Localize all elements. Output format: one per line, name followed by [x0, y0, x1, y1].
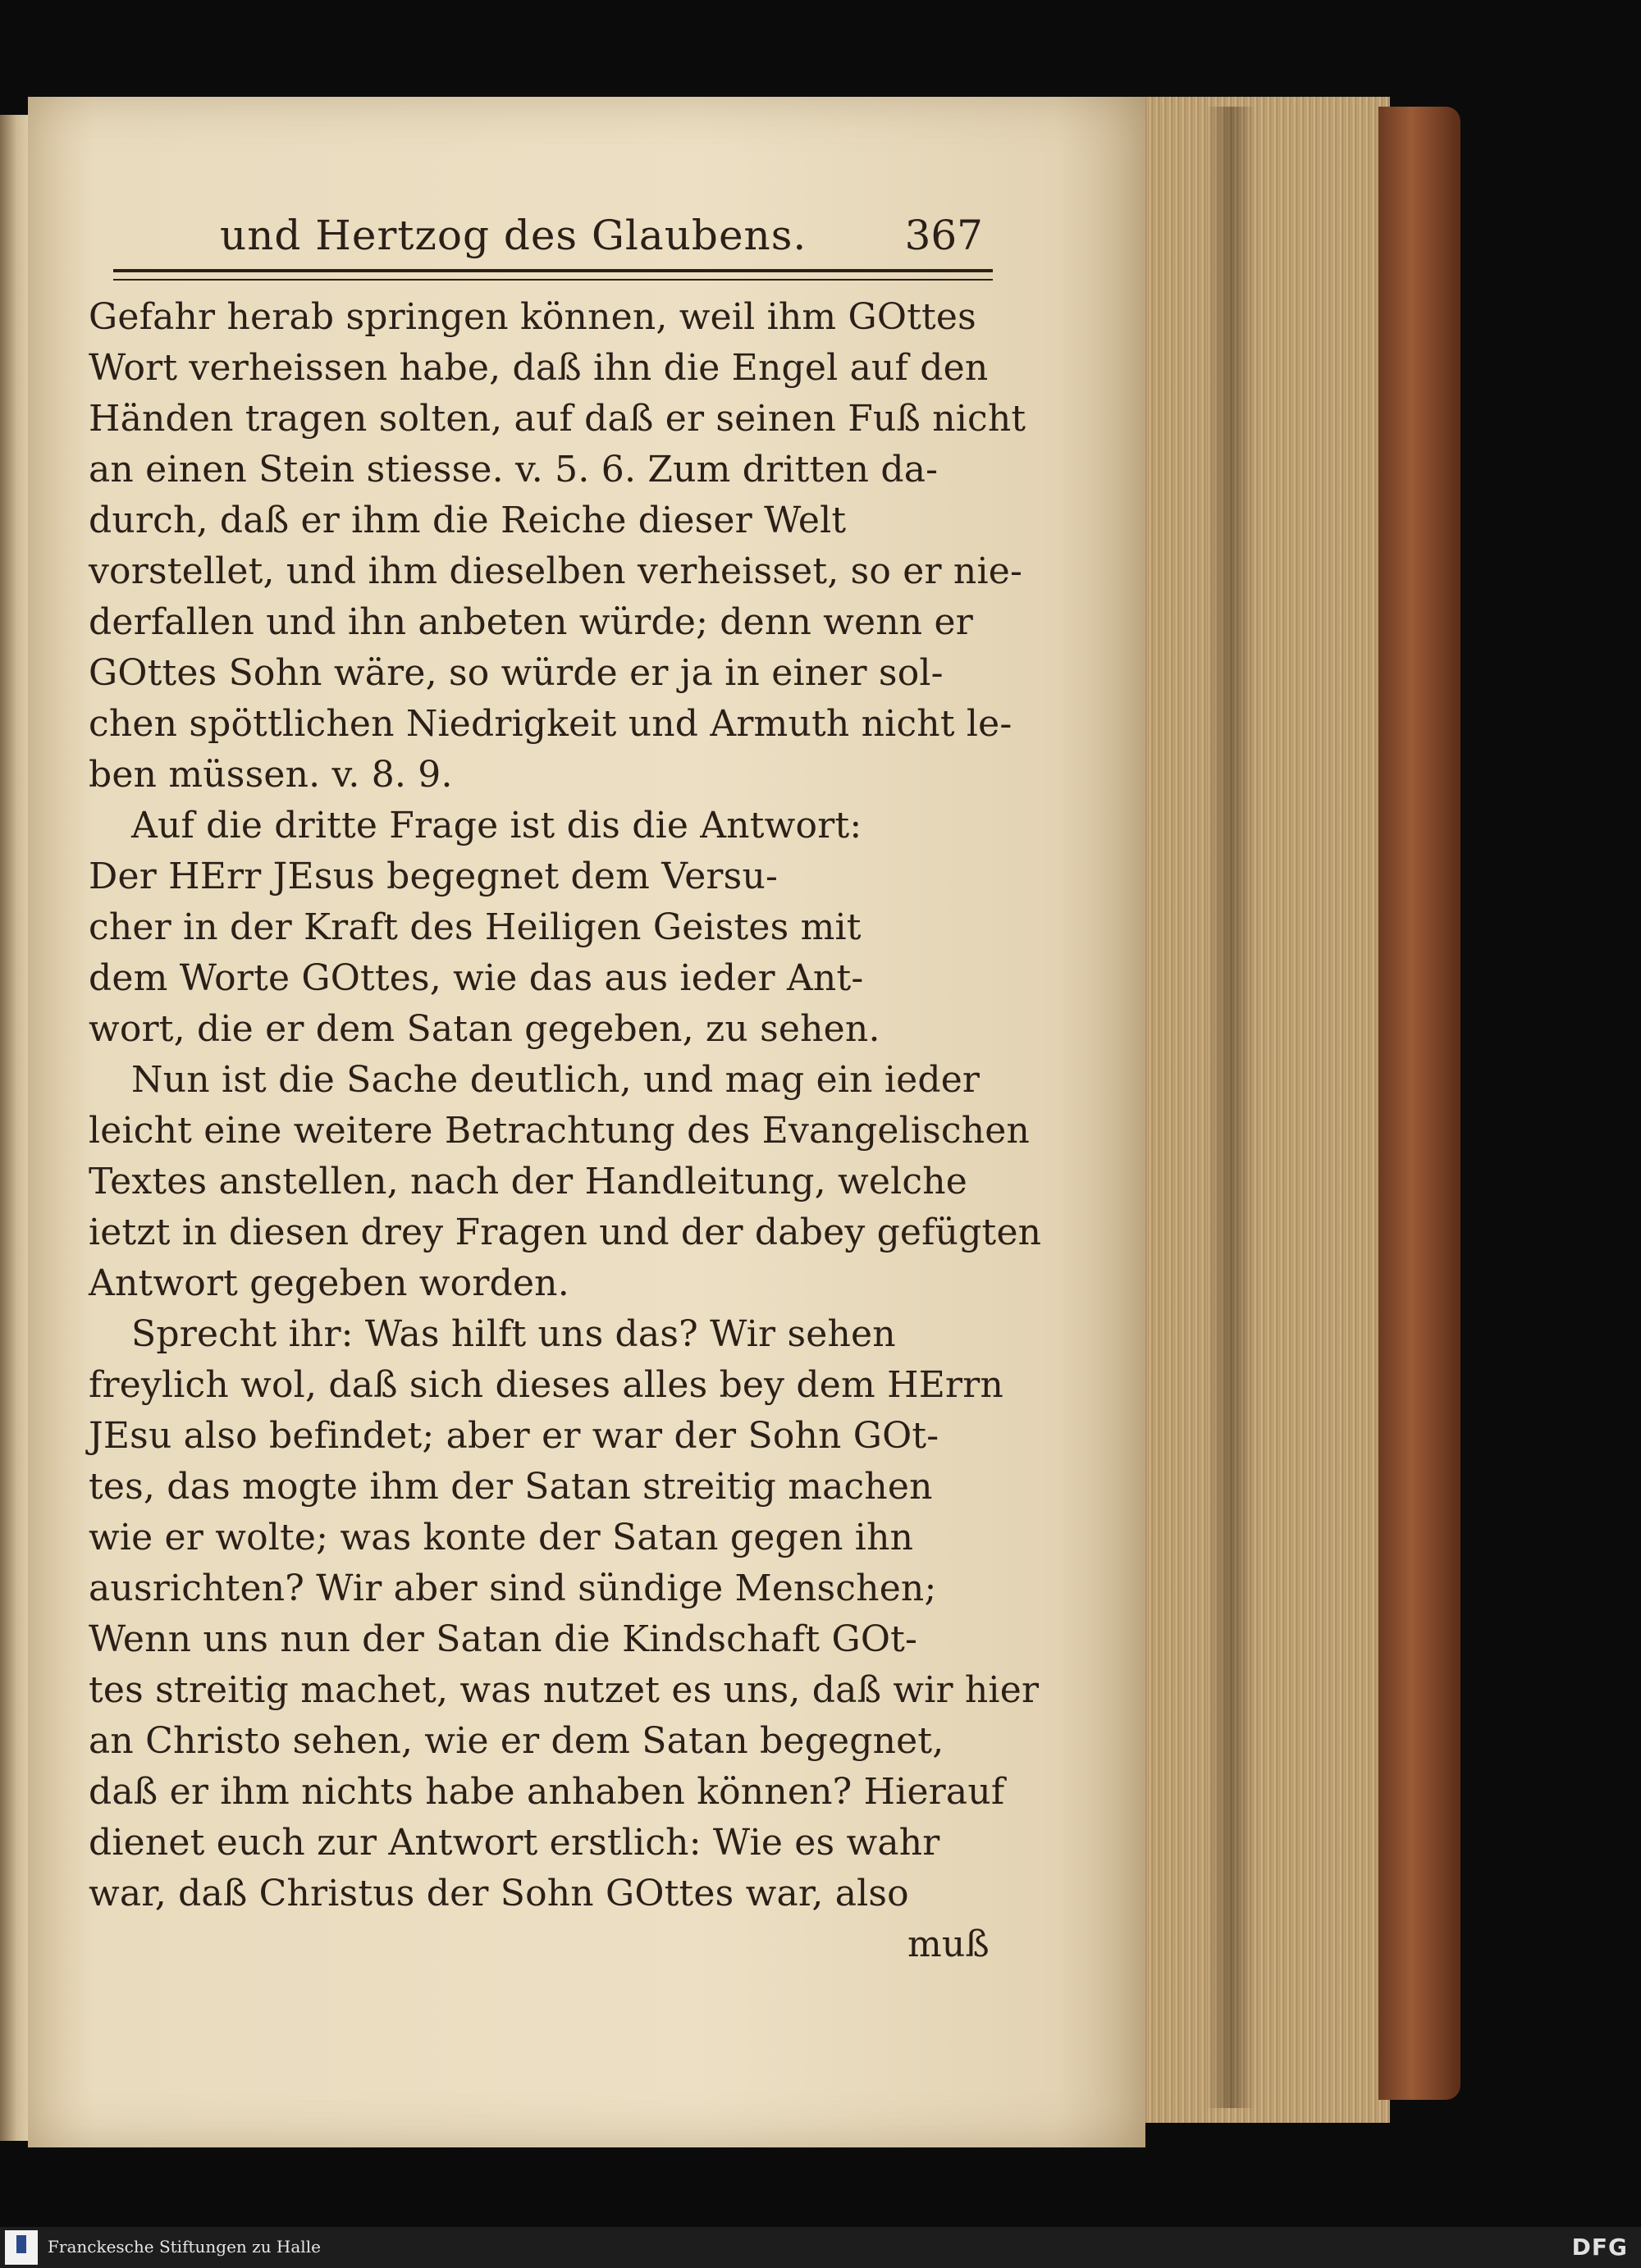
text-line: freylich wol, daß sich dieses alles bey dem HErrn	[89, 1364, 1004, 1406]
text-line: leicht eine weitere Betrachtung des Evangelischen	[89, 1110, 1031, 1152]
running-head-title: und Hertzog des Glaubens.	[220, 212, 807, 259]
footer-bar	[0, 2227, 1641, 2268]
text-line: wort, die er dem Satan gegeben, zu sehen.	[89, 1008, 880, 1050]
running-head	[89, 203, 999, 269]
page-number: 367	[904, 212, 983, 259]
text-line: Wenn uns nun der Satan die Kindschaft GOt-	[89, 1618, 918, 1660]
text-line: Antwort gegeben worden.	[89, 1262, 569, 1304]
text-line: Gefahr herab springen können, weil ihm GOttes	[89, 296, 976, 338]
text-line: tes, das mogte ihm der Satan streitig machen	[89, 1466, 933, 1508]
head-rule	[113, 269, 993, 281]
text-line: war, daß Christus der Sohn GOttes war, also	[89, 1873, 909, 1914]
catchword: muß	[907, 1923, 990, 1965]
text-line: ausrichten? Wir aber sind sündige Menschen;	[89, 1568, 937, 1609]
text-line: Händen tragen solten, auf daß er seinen Fuß nicht	[89, 398, 1026, 440]
text-line: Wort verheissen habe, daß ihn die Engel auf den	[89, 347, 989, 389]
text-line: dienet euch zur Antwort erstlich: Wie es wahr	[89, 1822, 940, 1864]
page-text-block	[89, 203, 1042, 1970]
dfg-logo[interactable]: DFG	[1571, 2234, 1628, 2261]
fore-edge-shadow	[1206, 107, 1255, 2108]
text-line: JEsu also befindet; aber er war der Sohn GOt-	[89, 1415, 939, 1457]
text-line: dem Worte GOttes, wie das aus ieder Ant-	[89, 957, 864, 999]
text-line: Der HErr JEsus begegnet dem Versu-	[89, 856, 779, 897]
book-cover	[1378, 107, 1460, 2100]
text-line: cher in der Kraft des Heiligen Geistes mit	[89, 906, 862, 948]
institution-name: Franckesche Stiftungen zu Halle	[48, 2237, 321, 2257]
text-line: an Christo sehen, wie er dem Satan begegnet,	[89, 1720, 944, 1762]
left-page-edge	[0, 115, 28, 2141]
text-line: ben müssen. v. 8. 9.	[89, 754, 453, 796]
text-line: wie er wolte; was konte der Satan gegen ihn	[89, 1517, 914, 1558]
paragraph-start-line: Auf die dritte Frage ist dis die Antwort:	[131, 805, 862, 847]
text-line: chen spöttlichen Niedrigkeit und Armuth nicht le-	[89, 703, 1012, 745]
text-line: derfallen und ihn anbeten würde; denn wenn er	[89, 601, 973, 643]
text-line: vorstellet, und ihm dieselben verheisset, so er nie-	[89, 550, 1023, 592]
text-line: Textes anstellen, nach der Handleitung, welche	[89, 1161, 967, 1202]
text-line: tes streitig machet, was nutzet es uns, daß wir hier	[89, 1669, 1040, 1711]
paragraph-start-line: Nun ist die Sache deutlich, und mag ein ieder	[131, 1059, 980, 1101]
text-line: GOttes Sohn wäre, so würde er ja in einer sol-	[89, 652, 944, 694]
institution-logo-icon[interactable]	[5, 2230, 38, 2265]
text-line: an einen Stein stiesse. v. 5. 6. Zum dritten da-	[89, 449, 939, 491]
text-line: ietzt in diesen drey Fragen und der dabey gefügten	[89, 1212, 1042, 1253]
text-line: durch, daß er ihm die Reiche dieser Welt	[89, 500, 847, 541]
text-line: daß er ihm nichts habe anhaben können? Hierauf	[89, 1771, 1005, 1813]
paragraph-start-line: Sprecht ihr: Was hilft uns das? Wir sehen	[131, 1313, 896, 1355]
